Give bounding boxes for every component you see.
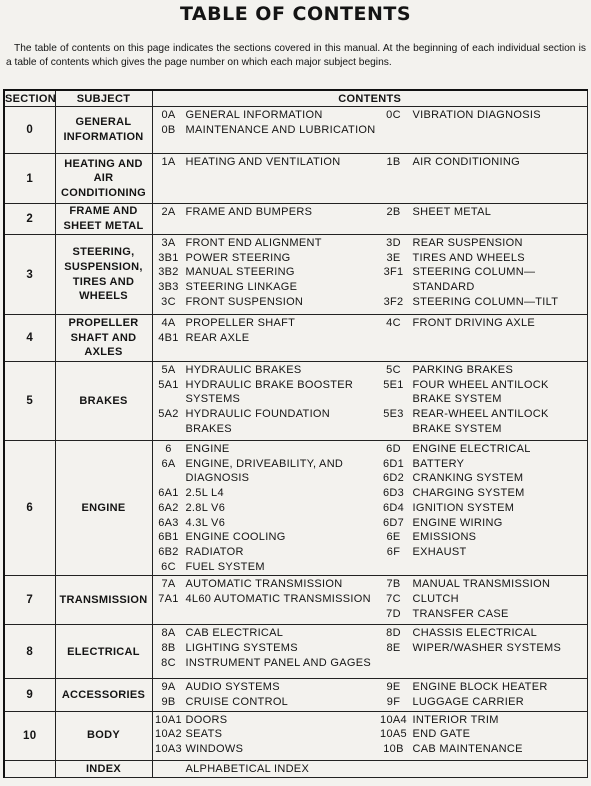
contents-entry [153,501,378,516]
contents-entry [378,501,588,516]
entry-code: 6F [386,545,401,558]
entry-code: 3F2 [383,295,404,308]
section-subject: ENGINE [55,441,152,576]
entry-code: 5C [386,364,401,376]
contents-column-left [153,155,378,170]
contents-entry [378,592,588,607]
contents-entry [378,607,588,622]
entry-code: 3E [386,251,401,264]
contents-entry [378,378,588,407]
entry-label: VIBRATION DIAGNOSIS [412,109,541,121]
section-subject: STEERING, SUSPENSION, TIRES AND WHEELS [55,235,152,315]
entry-label: ENGINE, DRIVEABILITY, AND DIAGNOSIS [185,457,344,485]
table-body [4,107,588,778]
entry-code: 3F1 [383,266,404,279]
contents-entry [153,205,378,220]
entry-label: ENGINE ELECTRICAL [412,443,531,455]
entry-code: 1A [161,156,176,168]
contents-column-left [153,108,378,137]
section-number: 8 [4,625,55,679]
entry-code: 6C [161,560,176,573]
entry-label: BATTERY [412,457,465,470]
entry-label: FRONT DRIVING AXLE [412,317,536,329]
entry-label: ENGINE BLOCK HEATER [412,681,548,694]
entry-label: INSTRUMENT PANEL AND GAGES [185,656,371,669]
contents-entry [153,641,378,656]
entry-label: AIR CONDITIONING [412,156,520,168]
contents-column-left [153,236,378,310]
entry-code: 6D2 [382,472,405,485]
contents-column-left [153,577,378,621]
entry-code: 5E3 [383,408,404,421]
contents-column-left [153,205,378,220]
entry-code: 3D [386,237,401,249]
entry-label: CAB MAINTENANCE [412,743,523,756]
entry-label: ENGINE COOLING [185,531,286,544]
table-row [4,441,588,576]
entry-label: FRONT SUSPENSION [185,295,304,308]
section-number: 0 [4,107,55,154]
contents-column-right [378,316,588,345]
entry-code: 6D4 [382,501,405,514]
contents-header: CONTENTS [152,90,588,107]
section-contents [152,441,588,576]
table-row [4,679,588,711]
section-subject: HEATING AND AIR CONDITIONING [55,154,152,204]
entry-label: PROPELLER SHAFT [185,317,296,329]
contents-entry [153,155,378,170]
entry-code: 8A [161,627,176,640]
contents-entry [153,727,378,742]
contents-column-right [378,626,588,670]
section-header: SECTION [4,90,55,107]
contents-entry [153,442,378,457]
entry-code: 6 [165,443,172,455]
entry-label: INTERIOR TRIM [412,713,499,726]
entry-label: STEERING LINKAGE [185,281,298,294]
contents-entry [153,457,378,486]
entry-label: STEERING COLUMN—TILT [412,295,559,308]
contents-entry [153,123,378,138]
page-title: TABLE OF CONTENTS [179,3,412,25]
section-contents [152,235,588,315]
section-contents [152,362,588,441]
entry-label: 4.3L V6 [185,516,226,529]
contents-entry [378,577,588,592]
entry-code: 2A [161,206,176,218]
entry-label: DOORS [185,713,228,726]
entry-code: 8E [386,642,401,655]
contents-entry [378,695,588,710]
entry-label: MANUAL TRANSMISSION [412,578,551,591]
table-row [4,625,588,679]
entry-label: LIGHTING SYSTEMS [185,642,298,655]
entry-label: TRANSFER CASE [412,607,509,620]
contents-entry [153,592,378,607]
contents-entry [378,407,588,436]
contents-entry [378,486,588,501]
entry-code: 8B [161,642,176,655]
entry-label: SHEET METAL [412,206,492,218]
table-row [4,576,588,625]
entry-label: MAINTENANCE AND LUBRICATION [185,123,376,136]
section-number: 6 [4,441,55,576]
contents-column-right [378,108,588,137]
entry-code: 8D [386,627,401,640]
entry-label: AUDIO SYSTEMS [185,681,280,694]
entry-label: STEERING COLUMN—STANDARD [412,266,536,294]
contents-table [3,89,588,778]
contents-entry [153,280,378,295]
entry-code: 6A3 [158,516,179,529]
entry-label: FRAME AND BUMPERS [185,206,313,218]
entry-code: 10A2 [155,728,182,741]
table-row [4,235,588,315]
entry-code: 5A2 [158,408,179,421]
contents-entry [378,530,588,545]
contents-entry [378,713,588,728]
section-number: 2 [4,204,55,235]
entry-label: 2.5L L4 [185,487,224,500]
entry-code: 5E1 [383,378,404,391]
entry-label: 4L60 AUTOMATIC TRANSMISSION [185,593,371,606]
contents-entry [378,251,588,266]
entry-code: 4C [386,317,401,329]
contents-entry [378,626,588,641]
entry-label: AUTOMATIC TRANSMISSION [185,578,343,591]
contents-entry [153,742,378,757]
entry-label: EXHAUST [412,545,467,558]
contents-entry [153,295,378,310]
contents-column-right [378,680,588,709]
contents-entry [153,680,378,695]
entry-label: REAR-WHEEL ANTILOCK BRAKE SYSTEM [412,408,549,435]
contents-entry [378,727,588,742]
entry-code: 0C [386,109,401,121]
entry-label: MANUAL STEERING [185,266,295,279]
section-subject: FRAME AND SHEET METAL [55,204,152,235]
entry-code: 3B2 [158,266,179,279]
entry-code: 9F [386,696,401,709]
entry-code: 10A1 [155,713,182,726]
entry-code: 6B2 [158,545,179,558]
entry-label: CRUISE CONTROL [185,696,289,709]
section-number: 10 [4,711,55,760]
section-subject: GENERAL INFORMATION [55,107,152,154]
entry-code: 9E [386,681,401,694]
entry-code: 6D3 [382,487,405,500]
section-subject: ACCESSORIES [55,679,152,711]
section-contents [152,107,588,154]
contents-column-left [153,713,378,757]
entry-code: 7A [161,578,176,591]
entry-code [155,762,183,777]
contents-entry [153,407,378,436]
contents-entry [153,516,378,531]
entry-code: 6D7 [382,516,405,529]
entry-code: 0B [161,123,176,136]
entry-label: HYDRAULIC BRAKE BOOSTER SYSTEMS [185,378,354,406]
contents-entry [378,442,588,457]
section-number: 1 [4,154,55,204]
entry-label: FUEL SYSTEM [185,560,265,573]
entry-label: END GATE [412,728,471,741]
section-contents [152,711,588,760]
contents-column-right [378,713,588,757]
entry-code: 3B1 [158,251,179,264]
entry-label: LUGGAGE CARRIER [412,696,524,709]
entry-code: 2B [386,206,401,218]
section-subject: ELECTRICAL [55,625,152,679]
section-number [4,760,55,778]
entry-code: 5A1 [158,378,179,391]
entry-code: 10B [383,743,404,756]
section-number: 4 [4,315,55,362]
contents-entry [378,471,588,486]
entry-code: 7A1 [158,593,179,606]
contents-entry [378,641,588,656]
entry-label: CLUTCH [412,593,459,606]
contents-entry [153,656,378,671]
contents-column-left [153,680,378,709]
contents-column-right [378,442,588,574]
contents-entry [153,363,378,378]
contents-entry [153,251,378,266]
table-row [4,711,588,760]
contents-column-right [378,236,588,310]
entry-code: 6D1 [382,457,405,470]
entry-label: WINDOWS [185,743,244,756]
entry-code: 10A3 [155,743,182,756]
contents-column-right [378,577,588,621]
contents-entry [153,236,378,251]
contents-entry [378,680,588,695]
entry-code: 6A2 [158,501,179,514]
entry-label: CAB ELECTRICAL [185,627,284,640]
section-subject: BODY [55,711,152,760]
entry-code: 4B1 [158,331,179,344]
contents-entry [153,713,378,728]
entry-label: REAR AXLE [185,331,250,344]
entry-label: FRONT END ALIGNMENT [185,237,322,249]
contents-column-left [153,363,378,437]
contents-entry [378,363,588,378]
contents-column-right [378,762,588,777]
section-contents [152,315,588,362]
section-contents [152,154,588,204]
entry-code: 6A1 [158,487,179,500]
entry-label: HYDRAULIC FOUNDATION BRAKES [185,408,331,435]
section-contents [152,204,588,235]
section-subject: INDEX [55,760,152,778]
entry-code: 1B [386,156,401,168]
entry-code: 5A [161,364,176,376]
intro-paragraph: The table of contents on this page indicates the sections covered in this manual. At the beginning of each individual section is a table of contents which gives the page number on which each major subject begins. [6,43,586,68]
contents-column-left [153,762,378,777]
contents-column-left [153,316,378,345]
contents-entry [153,378,378,407]
section-number: 7 [4,576,55,625]
entry-label: RADIATOR [185,545,244,558]
entry-label: ALPHABETICAL INDEX [185,762,310,775]
entry-label: POWER STEERING [185,251,291,264]
contents-column-right [378,205,588,220]
entry-code: 9B [161,696,176,709]
section-contents [152,625,588,679]
contents-entry [378,205,588,220]
section-number: 5 [4,362,55,441]
entry-code: 3C [161,295,176,308]
entry-label: CHARGING SYSTEM [412,487,525,500]
contents-entry [153,560,378,575]
entry-code: 7D [386,607,401,620]
entry-code: 7B [386,578,401,591]
table-row [4,315,588,362]
contents-column-right [378,363,588,437]
entry-code: 3B3 [158,281,179,294]
table-row [4,107,588,154]
entry-label: ENGINE [185,443,230,455]
contents-entry [153,265,378,280]
contents-entry [378,295,588,310]
contents-entry [378,155,588,170]
entry-code: 10A4 [380,713,407,726]
entry-label: GENERAL INFORMATION [185,109,323,121]
entry-label: PARKING BRAKES [412,364,514,376]
entry-label: HYDRAULIC BRAKES [185,364,302,376]
table-row [4,204,588,235]
table-row [4,362,588,441]
subject-header: SUBJECT [55,90,152,107]
entry-code: 3A [161,237,176,249]
entry-code: 6E [386,531,401,544]
contents-entry [153,530,378,545]
section-subject: PROPELLER SHAFT AND AXLES [55,315,152,362]
table-row [4,154,588,204]
contents-entry [153,626,378,641]
section-contents [152,760,588,778]
entry-code: 0A [161,109,176,121]
section-number: 9 [4,679,55,711]
entry-code: 6B1 [158,531,179,544]
entry-label: EMISSIONS [412,531,477,544]
section-number: 3 [4,235,55,315]
contents-column-right [378,155,588,170]
entry-label: ENGINE WIRING [412,516,503,529]
contents-entry [153,316,378,331]
contents-entry [378,265,588,294]
table-row [4,760,588,778]
contents-entry [153,695,378,710]
entry-code: 6D [386,443,401,455]
contents-entry [378,545,588,560]
section-contents [152,679,588,711]
entry-code: 7C [386,593,401,606]
entry-code: 10A5 [380,728,407,741]
contents-entry [153,486,378,501]
entry-label: IGNITION SYSTEM [412,501,515,514]
entry-code: 8C [161,656,176,669]
entry-code: 9A [161,681,176,694]
entry-label: HEATING AND VENTILATION [185,156,341,168]
entry-label: TIRES AND WHEELS [412,251,525,264]
contents-entry [378,516,588,531]
contents-entry [378,316,588,331]
contents-entry [378,108,588,123]
section-contents [152,576,588,625]
contents-entry [153,545,378,560]
entry-label: SEATS [185,728,223,741]
contents-entry [378,742,588,757]
entry-label: FOUR WHEEL ANTILOCK BRAKE SYSTEM [412,378,549,406]
contents-entry [153,762,378,777]
section-subject: BRAKES [55,362,152,441]
entry-label: REAR SUSPENSION [412,237,523,249]
contents-entry [153,577,378,592]
contents-entry [153,108,378,123]
entry-label: WIPER/WASHER SYSTEMS [412,642,562,655]
entry-label: CHASSIS ELECTRICAL [412,627,538,640]
section-subject: TRANSMISSION [55,576,152,625]
contents-entry [153,331,378,346]
entry-code: 6A [161,457,176,470]
contents-entry [378,236,588,251]
contents-column-left [153,442,378,574]
entry-label: CRANKING SYSTEM [412,472,524,485]
table-header-row [4,90,588,107]
contents-entry [378,457,588,472]
entry-label: 2.8L V6 [185,501,226,514]
contents-column-left [153,626,378,670]
entry-code: 4A [161,317,176,329]
